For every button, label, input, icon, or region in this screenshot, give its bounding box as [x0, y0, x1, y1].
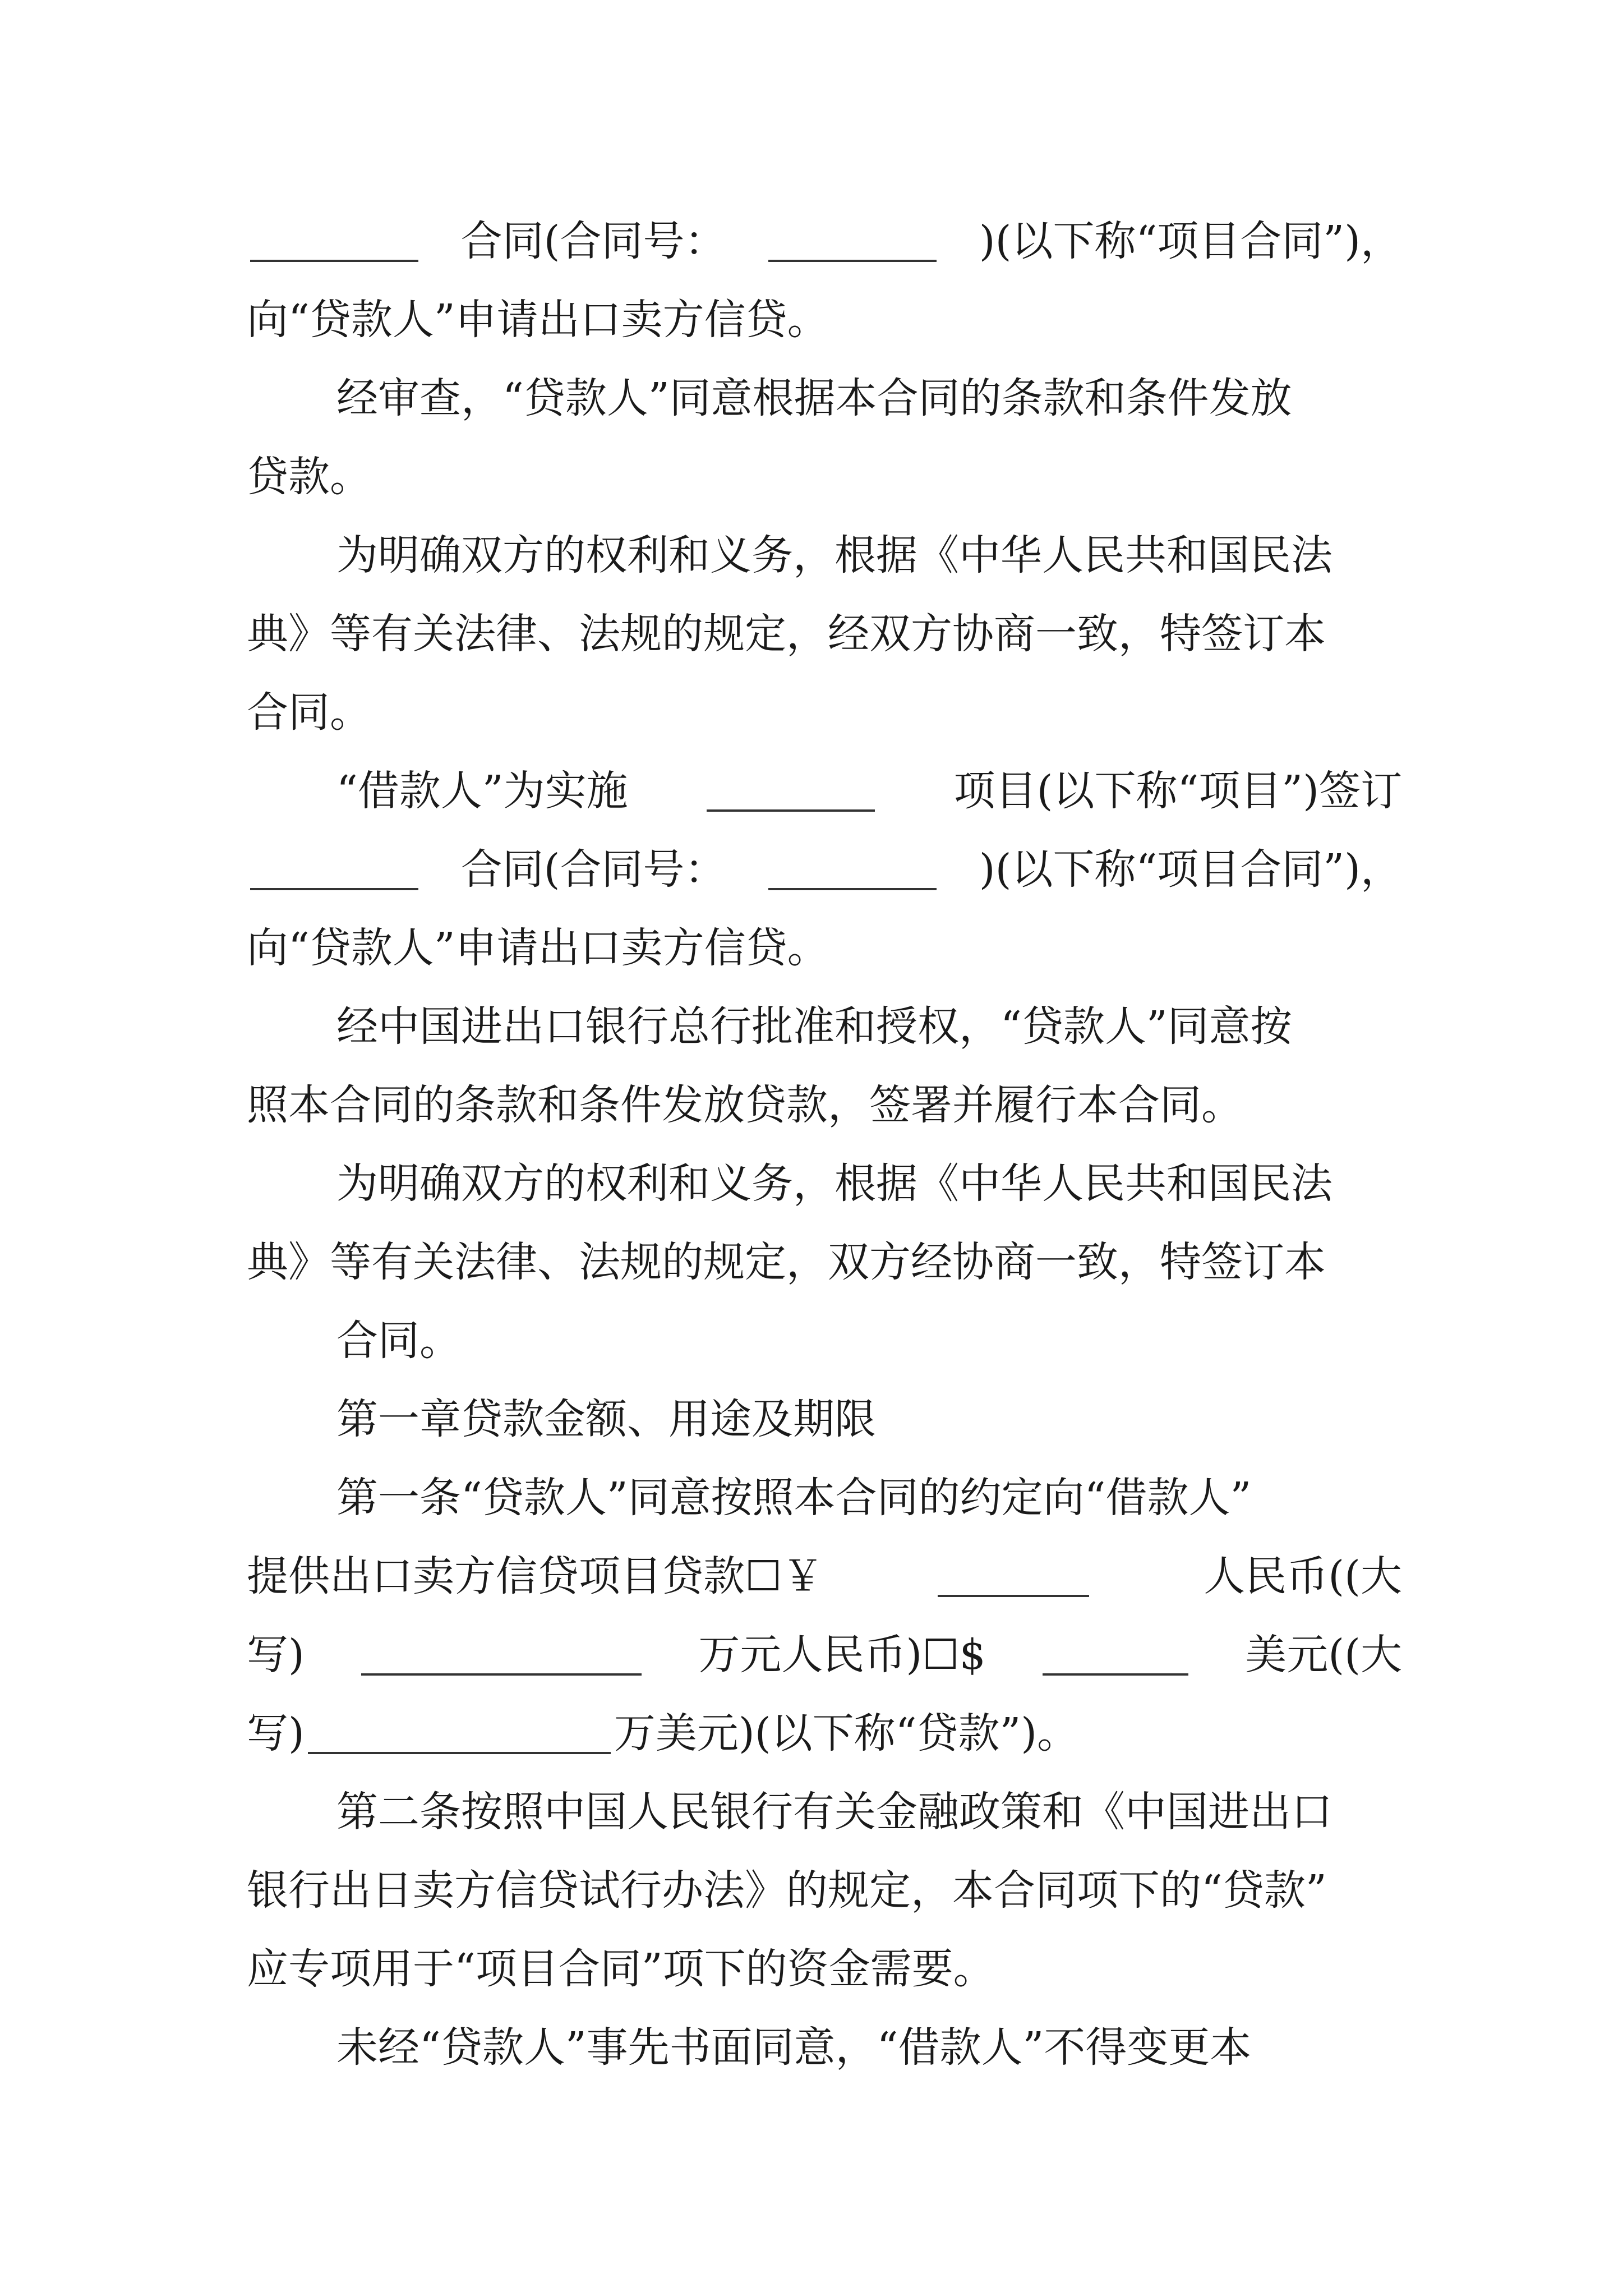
text-segment: 合同。: [247, 688, 371, 737]
text-segment: 典》等有关法律、法规的规定，双方经协商一致，特签订本: [247, 1238, 1326, 1286]
text-segment: 为明确双方的权利和义务，根据《中华人民共和国民法: [336, 1159, 1332, 1208]
text-line: [247, 595, 1402, 673]
text-segment: 贷款。: [247, 453, 371, 501]
text-segment: )(以下称“项目合同”)，: [979, 217, 1402, 265]
text-segment: 向“贷款人”申请出口卖方信贷。: [247, 296, 829, 344]
text-line: [247, 280, 829, 359]
paragraph-start-line: [336, 1458, 1402, 1537]
text-segment: 合同(合同号：: [460, 845, 726, 894]
text-segment: 写): [247, 1709, 305, 1757]
text-segment: 项目(以下称“项目”)签订: [953, 767, 1402, 815]
paragraph-start-line: [336, 359, 1402, 438]
text-line: [247, 1930, 995, 2008]
fill-in-blank: [361, 1634, 642, 1676]
text-segment: 应专项用于“项目合同”项下的资金需要。: [247, 1945, 995, 1993]
text-line: [336, 1301, 461, 1380]
text-segment: 第一章贷款金额、用途及期限: [336, 1395, 876, 1443]
text-line: [247, 438, 371, 516]
text-segment: 写): [247, 1631, 305, 1679]
text-segment: 为明确双方的权利和义务，根据《中华人民共和国民法: [336, 531, 1332, 579]
text-segment: 万美元)(以下称“贷款”)。: [614, 1709, 1079, 1757]
text-segment: 人民币((大: [1204, 1552, 1402, 1600]
text-line: [247, 1066, 1243, 1144]
text-segment: 第一条“贷款人”同意按照本合同的约定向“借款人”: [336, 1474, 1252, 1522]
text-segment: 经审查，“贷款人”同意根据本合同的条款和条件发放: [336, 374, 1292, 422]
text-segment: 典》等有关法律、法规的规定，经双方协商一致，特签订本: [247, 610, 1326, 658]
text-line: [247, 1851, 1402, 1930]
text-line: [247, 673, 371, 752]
text-segment: 万元人民币)☐$: [698, 1631, 986, 1679]
text-segment: 第二条按照中国人民银行有关金融政策和《中国进出口: [336, 1788, 1332, 1836]
fill-in-blank: [308, 1713, 611, 1754]
text-segment: 经中国进出口银行总行批准和授权，“贷款人”同意按: [336, 1002, 1292, 1051]
text-line: [247, 1537, 1402, 1616]
text-line: [247, 1616, 1402, 1694]
paragraph-start-line: [336, 987, 1402, 1066]
text-segment: 合同。: [336, 1317, 461, 1365]
fill-in-blank: [938, 1556, 1089, 1597]
paragraph-start-line: [336, 2008, 1402, 2087]
text-segment: 合同(合同号：: [460, 217, 726, 265]
text-segment: 银行出日卖方信贷试行办法》的规定，本合同项下的“贷款”: [247, 1866, 1327, 1915]
text-line: [247, 830, 1402, 909]
text-segment: 照本合同的条款和条件发放贷款，签署并履行本合同。: [247, 1081, 1243, 1129]
paragraph-start-line: [336, 1144, 1402, 1223]
text-segment: 向“贷款人”申请出口卖方信贷。: [247, 924, 829, 972]
fill-in-blank: [707, 770, 875, 812]
fill-in-blank: [768, 220, 937, 262]
fill-in-blank: [250, 849, 418, 890]
text-segment: 提供出口卖方信贷项目贷款☐￥: [247, 1552, 824, 1600]
fill-in-blank: [768, 849, 937, 890]
text-segment: 美元((大: [1245, 1631, 1402, 1679]
fill-in-blank: [1043, 1634, 1188, 1676]
text-line: [247, 909, 829, 987]
text-line: [247, 1223, 1402, 1301]
text-line: [247, 202, 1402, 280]
text-line: [247, 1694, 1078, 1773]
paragraph-start-line: [336, 1773, 1402, 1851]
paragraph-start-line: [336, 752, 1402, 830]
fill-in-blank: [250, 220, 418, 262]
paragraph-start-line: [336, 516, 1402, 595]
text-segment: “借款人”为实施: [336, 767, 628, 815]
text-segment: )(以下称“项目合同”)，: [979, 845, 1402, 894]
chapter-heading: [336, 1380, 876, 1458]
text-segment: 未经“贷款人”事先书面同意，“借款人”不得变更本: [336, 2023, 1252, 2072]
